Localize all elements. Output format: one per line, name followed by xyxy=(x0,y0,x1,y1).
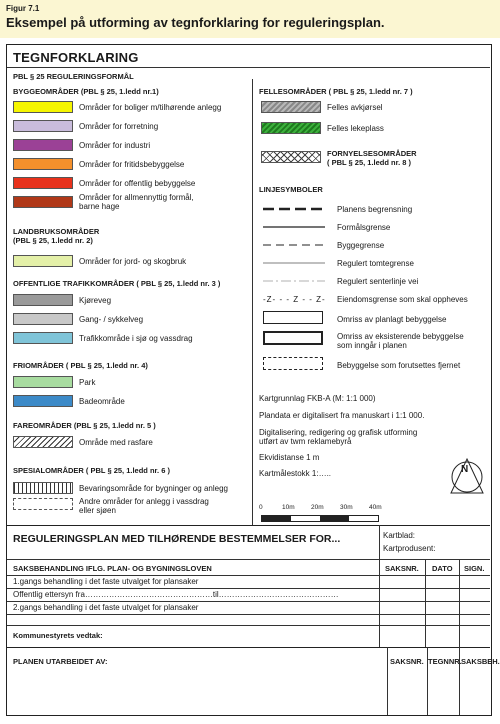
swatch-fornyelse xyxy=(261,151,321,163)
symbol-eksisterende xyxy=(263,331,323,345)
divider xyxy=(7,625,490,626)
figure-number: Figur 7.1 xyxy=(6,4,40,13)
divider xyxy=(425,559,426,647)
divider xyxy=(7,525,490,526)
fare-heading: FAREOMRÅDER (PBL § 25, 1.ledd nr. 5 ) xyxy=(13,421,156,430)
figure-header xyxy=(0,0,500,38)
saksbehandling-header: SAKSBEHANDLING IFLG. PLAN- OG BYGNINGSLOVEN xyxy=(13,564,212,573)
swatch-bolig xyxy=(13,101,73,113)
label-bad: Badeområde xyxy=(79,397,125,406)
label-eiendomsgrense: Eiendomsgrense som skal oppheves xyxy=(337,295,468,304)
swatch-sjo xyxy=(13,332,73,344)
divider xyxy=(7,559,490,560)
label-fjernet: Bebyggelse som forutsettes fjernet xyxy=(337,361,461,370)
swatch-offentlig xyxy=(13,177,73,189)
swatch-park xyxy=(13,376,73,388)
fri-heading: FRIOMRÅDER ( PBL § 25, 1.ledd nr. 4) xyxy=(13,361,148,370)
info-plandata: Plandata er digitalisert fra manuskart i 1:1 000. xyxy=(259,411,425,420)
scale-tick: 10m xyxy=(282,504,295,511)
figure-title: Eksempel på utforming av tegnforklaring for reguleringsplan. xyxy=(6,15,385,30)
label-allmennyttig-2: barne hage xyxy=(79,202,120,211)
label-forretning: Områder for forretning xyxy=(79,122,159,131)
label-gang: Gang- / sykkelveg xyxy=(79,315,144,324)
felles-heading: FELLESOMRÅDER ( PBL § 25, 1.ledd nr. 7 ) xyxy=(259,87,413,96)
info-ekvidistanse: Ekvidistanse 1 m xyxy=(259,453,320,462)
divider xyxy=(379,525,380,559)
legend-frame xyxy=(6,44,500,716)
col2-saksnr: SAKSNR. xyxy=(390,657,424,666)
row-3: 2.gangs behandling i det faste utvalget for plansaker xyxy=(13,603,199,612)
swatch-fritid xyxy=(13,158,73,170)
info-kartgrunnlag: Kartgrunnlag FKB-A (M: 1:1 000) xyxy=(259,394,376,403)
col2-tegnnr: TEGNNR. xyxy=(428,657,462,666)
label-byggegrense: Byggegrense xyxy=(337,241,385,250)
scale-tick: 0 xyxy=(259,504,263,511)
col-sign: SIGN. xyxy=(464,564,485,573)
trafikk-heading: OFFENTLIGE TRAFIKKOMRÅDER ( PBL § 25, 1.ledd nr. 3 ) xyxy=(13,279,221,288)
spesial-heading: SPESIALOMRÅDER ( PBL § 25, 1.ledd nr. 6 ) xyxy=(13,466,170,475)
label-eksisterende: Omriss av eksisterende bebyggelse xyxy=(337,332,464,341)
divider xyxy=(459,559,460,647)
label-tomtegrense: Regulert tomtegrense xyxy=(337,259,414,268)
swatch-bad xyxy=(13,395,73,407)
linje-heading: LINJESYMBOLER xyxy=(259,185,323,194)
scale-bar xyxy=(261,515,379,522)
swatch-gang xyxy=(13,313,73,325)
label-lekeplass: Felles lekeplass xyxy=(327,124,384,133)
row-2: Offentlig ettersyn fra…………………………………………til……………………………………… xyxy=(13,590,339,599)
info-digitalisering: Digitalisering, redigering og grafisk utforming xyxy=(259,428,418,437)
swatch-industri xyxy=(13,139,73,151)
label-senterlinje: Regulert senterlinje vei xyxy=(337,277,419,286)
info-digitalisering-2: utført av twm reklamebyrå xyxy=(259,437,352,446)
purpose-heading: PBL § 25 REGULERINGSFORMÅL xyxy=(13,72,134,81)
label-allmennyttig: Områder for allmennyttig formål, xyxy=(79,193,194,202)
col-saksnr: SAKSNR. xyxy=(385,564,419,573)
row-1: 1.gangs behandling i det faste utvalget for plansaker xyxy=(13,577,199,586)
divider xyxy=(7,614,490,615)
swatch-forretning xyxy=(13,120,73,132)
label-industri: Områder for industri xyxy=(79,141,151,150)
divider xyxy=(7,67,490,68)
divider xyxy=(7,575,490,576)
legend-title: TEGNFORKLARING xyxy=(13,50,139,65)
utarbeidet-label: PLANEN UTARBEIDET AV: xyxy=(13,657,108,666)
scale-numbers xyxy=(259,504,384,512)
label-jord: Områder for jord- og skogbruk xyxy=(79,257,187,266)
label-planlagt: Omriss av planlagt bebyggelse xyxy=(337,315,447,324)
swatch-allmennyttig xyxy=(13,196,73,208)
label-vassdrag-2: eller sjøen xyxy=(79,506,116,515)
column-divider xyxy=(252,79,253,525)
symbol-fjernet xyxy=(263,357,323,370)
label-eksisterende-2: som inngår i planen xyxy=(337,341,407,350)
landbruk-heading: LANDBRUKSOMRÅDER xyxy=(13,227,100,236)
col2-saksbeh: SAKSBEH. xyxy=(461,657,500,666)
fornyelse-heading: FORNYELSESOMRÅDER xyxy=(327,149,417,158)
scale-tick: 40m xyxy=(369,504,382,511)
vedtak-label: Kommunestyrets vedtak: xyxy=(13,631,103,640)
north-arrow-icon xyxy=(447,455,487,499)
label-offentlig: Områder for offentlig bebyggelse xyxy=(79,179,196,188)
label-vassdrag: Andre områder for anlegg i vassdrag xyxy=(79,497,209,506)
bygge-heading: BYGGEOMRÅDER (PBL § 25, 1.ledd nr.1) xyxy=(13,87,159,96)
symbol-planlagt xyxy=(263,311,323,324)
swatch-avkjorsel xyxy=(261,101,321,113)
label-rasfare: Område med rasfare xyxy=(79,438,153,447)
landbruk-heading-2: (PBL § 25, 1.ledd nr. 2) xyxy=(13,236,93,245)
divider xyxy=(379,559,380,647)
label-avkjorsel: Felles avkjørsel xyxy=(327,103,383,112)
swatch-jord xyxy=(13,255,73,267)
divider xyxy=(387,647,388,715)
divider xyxy=(7,601,490,602)
info-kartmalestokk: Kartmålestokk 1:….. xyxy=(259,469,332,478)
label-fritid: Områder for fritidsbebyggelse xyxy=(79,160,185,169)
label-sjo: Trafikkområde i sjø og vassdrag xyxy=(79,334,193,343)
label-bevaring: Bevaringsområde for bygninger og anlegg xyxy=(79,484,228,493)
label-formalsgrense: Formålsgrense xyxy=(337,223,391,232)
swatch-vassdrag xyxy=(13,498,73,510)
label-kjoreveg: Kjøreveg xyxy=(79,296,112,305)
col-dato: DATO xyxy=(432,564,453,573)
swatch-lekeplass xyxy=(261,122,321,134)
kartprodusent-label: Kartprodusent: xyxy=(383,544,436,553)
scale-tick: 30m xyxy=(340,504,353,511)
label-bolig: Områder for boliger m/tilhørende anlegg xyxy=(79,103,222,112)
label-planens-begrensning: Planens begrensning xyxy=(337,205,413,214)
fornyelse-heading-2: ( PBL § 25, 1.ledd nr. 8 ) xyxy=(327,158,412,167)
divider xyxy=(7,647,490,648)
swatch-bevaring xyxy=(13,482,73,494)
swatch-rasfare xyxy=(13,436,73,448)
swatch-kjoreveg xyxy=(13,294,73,306)
north-label: N xyxy=(461,464,469,475)
label-park: Park xyxy=(79,378,96,387)
scale-tick: 20m xyxy=(311,504,324,511)
plan-title: REGULERINGSPLAN MED TILHØRENDE BESTEMMELSER FOR... xyxy=(13,533,341,545)
z-marks: -Z- - - Z - - Z- xyxy=(263,295,326,304)
divider xyxy=(7,588,490,589)
kartblad-label: Kartblad: xyxy=(383,531,416,540)
